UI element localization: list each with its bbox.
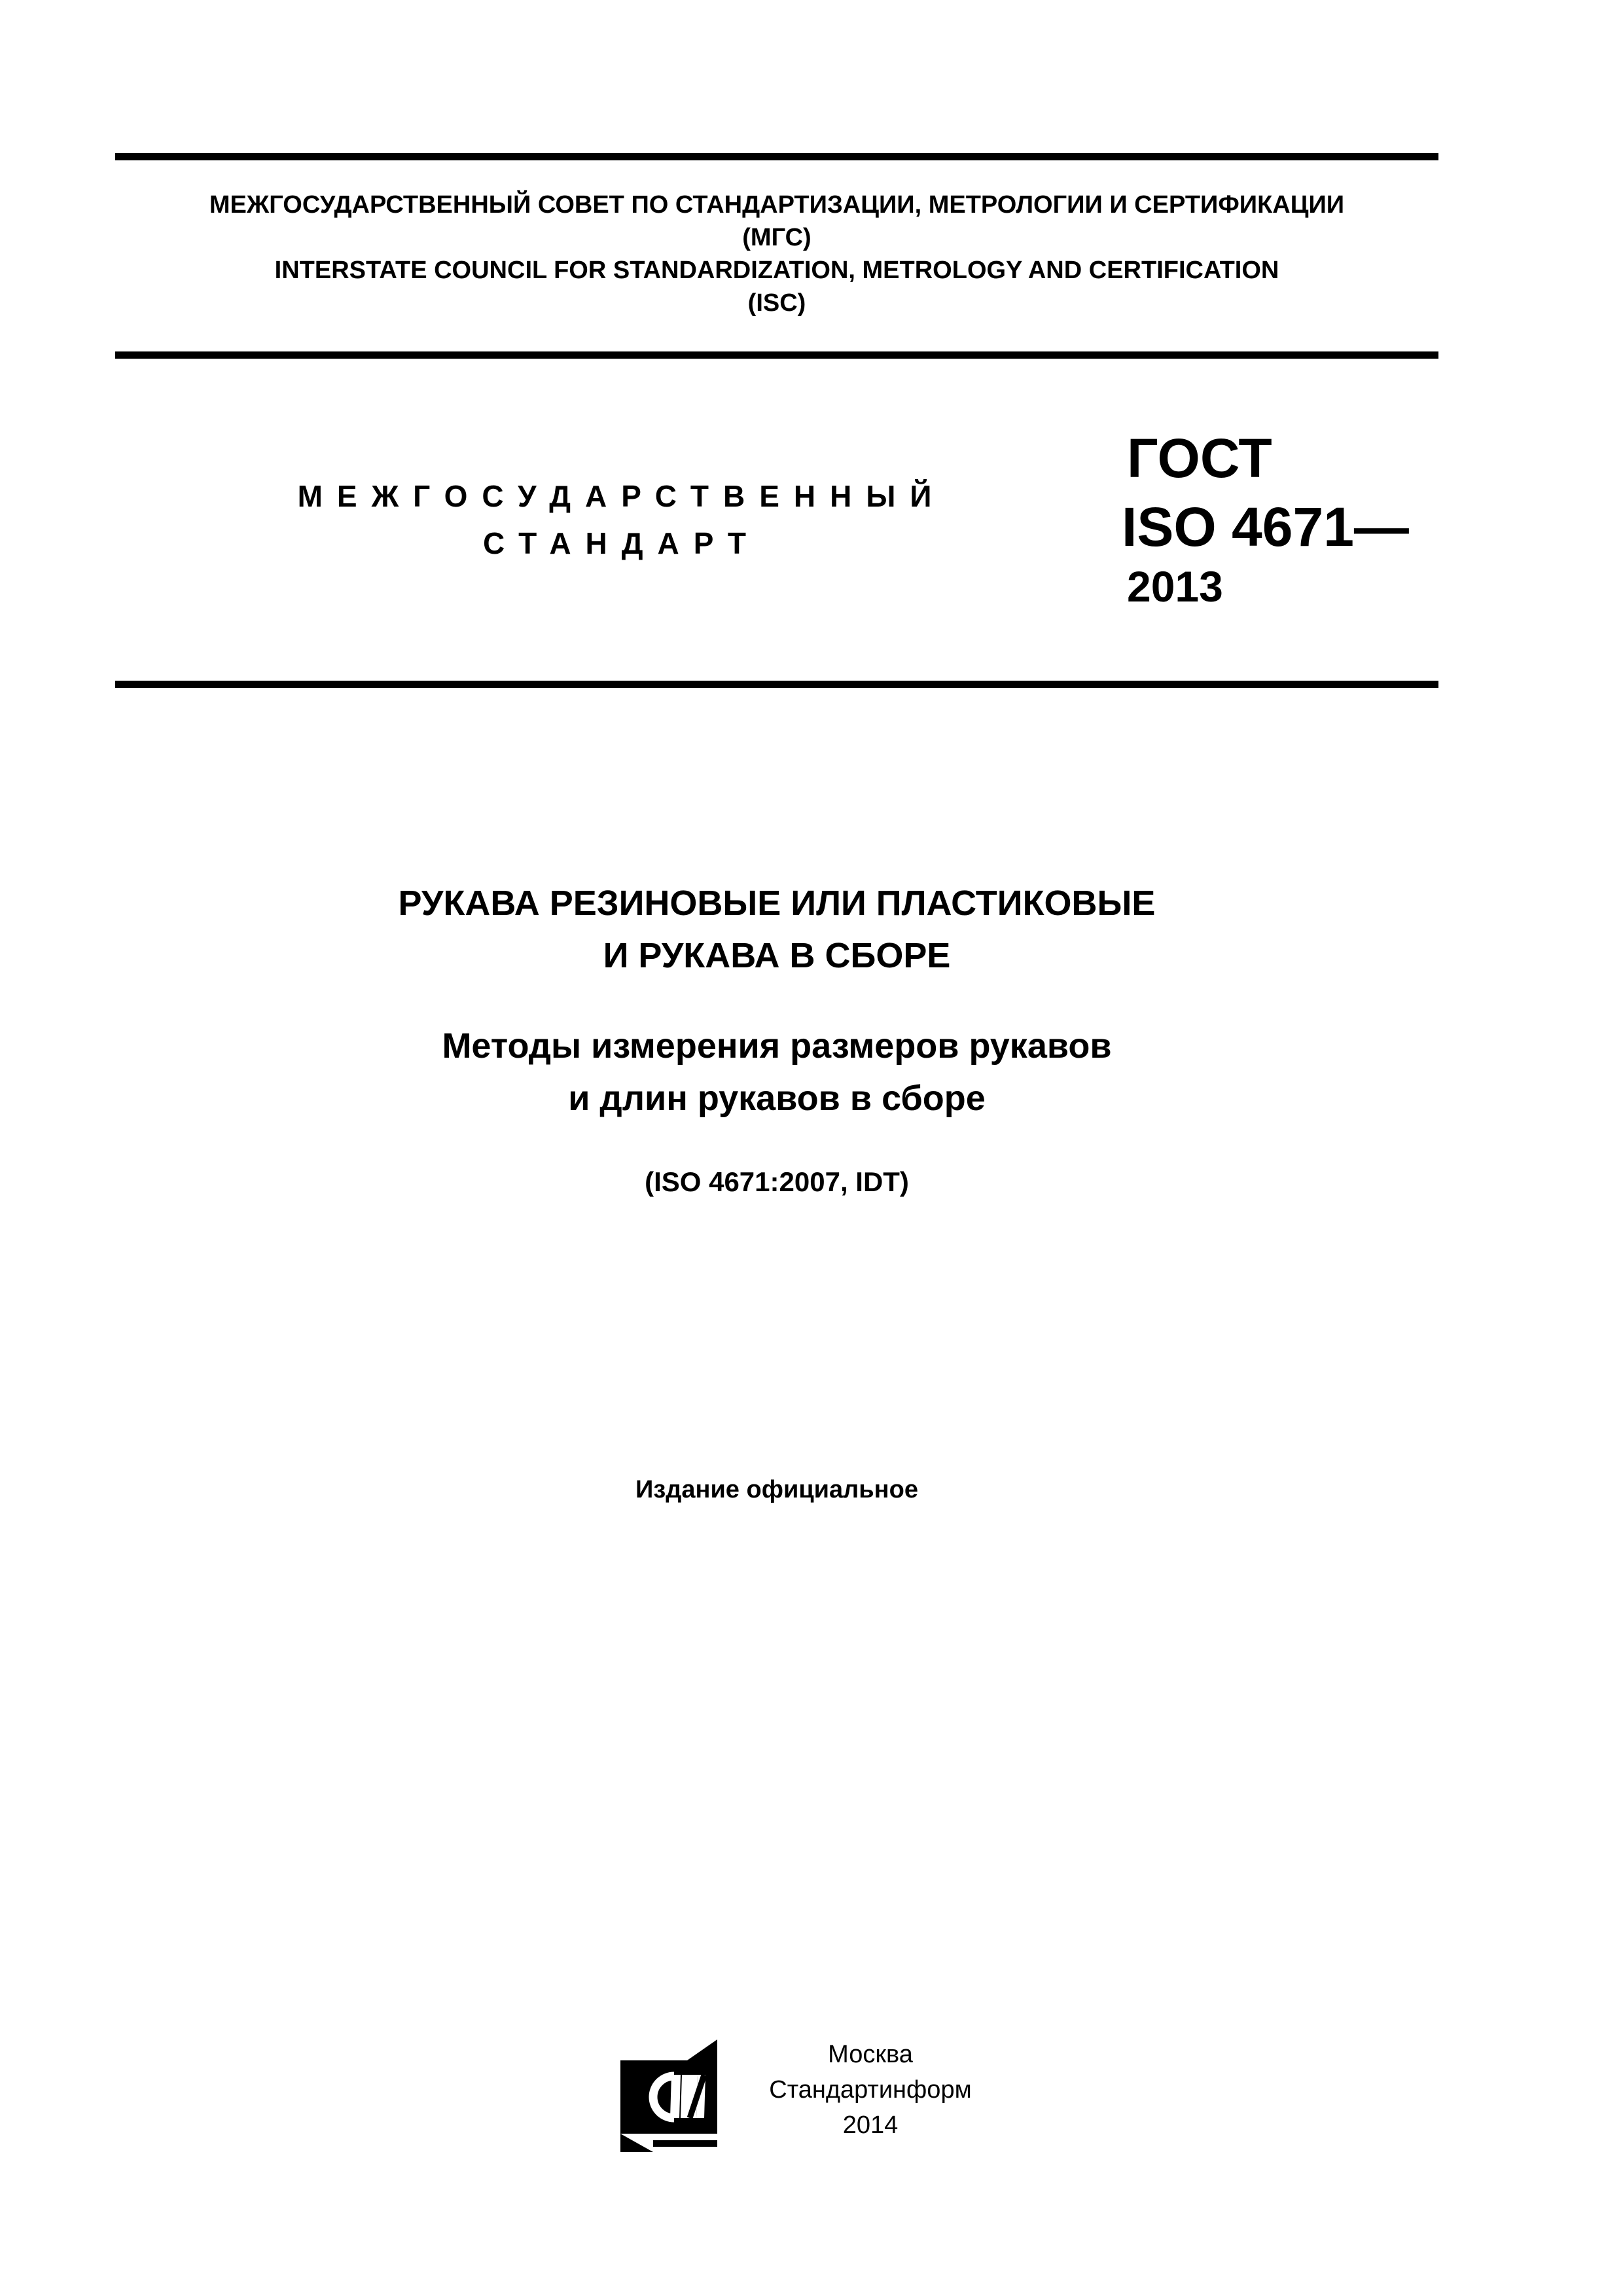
- gost-year: 2013: [1127, 562, 1223, 611]
- document-title-line2: И РУКАВА В СБОРЕ: [603, 936, 951, 975]
- document-subtitle-line1: Методы измерения размеров рукавов: [442, 1026, 1112, 1066]
- council-header: [115, 188, 1438, 319]
- council-name-en: INTERSTATE COUNCIL FOR STANDARDIZATION, METROLOGY AND CERTIFICATION: [274, 257, 1279, 284]
- document-subtitle-line2: и длин рукавов в сборе: [568, 1079, 986, 1118]
- council-name-ru: МЕЖГОСУДАРСТВЕННЫЙ СОВЕТ ПО СТАНДАРТИЗАЦИИ, МЕТРОЛОГИИ И СЕРТИФИКАЦИИ: [209, 191, 1345, 219]
- document-title: [115, 877, 1438, 982]
- council-abbr-ru: (МГС): [742, 224, 812, 251]
- document-title-line1: РУКАВА РЕЗИНОВЫЕ ИЛИ ПЛАСТИКОВЫЕ: [398, 884, 1156, 923]
- edition-label: Издание официальное: [635, 1476, 918, 1503]
- publisher-block: [733, 2037, 1008, 2143]
- standard-kind-line1: МЕЖГОСУДАРСТВЕННЫЙ: [297, 479, 946, 513]
- gost-number: ISO 4671—: [1122, 496, 1409, 558]
- gost-label: ГОСТ: [1127, 427, 1272, 489]
- top-divider: [115, 153, 1438, 160]
- header-divider: [115, 351, 1438, 359]
- document-subtitle: [115, 1020, 1438, 1124]
- standard-kind-line2: СТАНДАРТ: [483, 526, 760, 560]
- publisher-city: Москва: [828, 2041, 913, 2068]
- publisher-name: Стандартинформ: [769, 2076, 972, 2104]
- designation-divider: [115, 681, 1438, 688]
- council-abbr-en: (ISC): [747, 289, 806, 317]
- iso-reference: (ISO 4671:2007, IDT): [645, 1166, 909, 1197]
- standard-kind: [275, 473, 969, 567]
- publisher-year: 2014: [842, 2111, 899, 2139]
- standartinform-logo-icon: [614, 2036, 724, 2157]
